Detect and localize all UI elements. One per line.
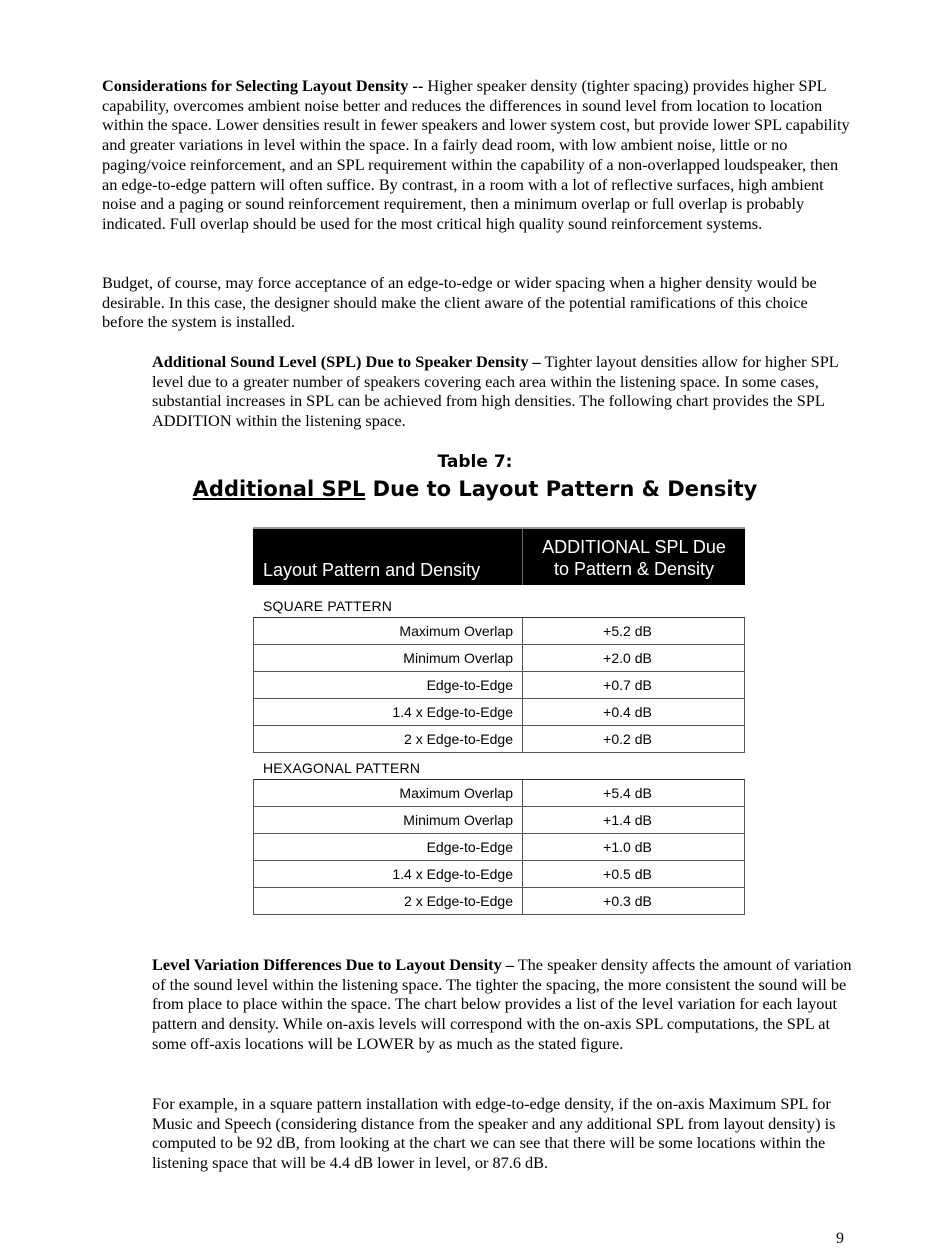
table-row	[254, 672, 744, 699]
density-cell: Maximum Overlap	[254, 618, 523, 644]
paragraph-body: Higher speaker density (tighter spacing) provides higher SPL capability, overcomes ambient noise better and reduces the differences in sound level from location to location within the space. Lower densities result in fewer speakers and lower system cost, but provide lower SPL capability and greater variations in level within the space. In a fairly dead room, with low ambient noise, little or no paging/voice reinforcement, and an SPL requirement within the capability of a non-overlapped loudspeaker, then an edge-to-edge pattern will often suffice. By contrast, in a room with a lot of reflective surfaces, high ambient noise and a paging or sound reinforcement requirement, then a minimum overlap or full overlap is probably indicated. Full overlap should be used for the most critical high quality sound reinforcement systems.	[102, 76, 850, 233]
table-row	[254, 888, 744, 915]
spl-value-cell: +1.4 dB	[603, 812, 652, 828]
paragraph-heading: Additional Sound Level (SPL) Due to Speaker Density –	[152, 352, 541, 371]
density-cell: Edge-to-Edge	[254, 672, 523, 698]
paragraph-level-variation	[152, 955, 852, 1054]
table-row	[254, 726, 744, 753]
paragraph-heading: Considerations for Selecting Layout Density --	[102, 76, 424, 95]
table-row	[254, 645, 744, 672]
table-title-underlined: Additional SPL	[192, 477, 366, 501]
paragraph-body: Tighter layout densities allow for higher SPL level due to a greater number of speakers covering each area within the listening space. In some cases, substantial increases in SPL can be achieved from high densities. The following chart provides the SPL ADDITION within the listening space.	[152, 352, 839, 431]
section-square-pattern: SQUARE PATTERN	[263, 598, 393, 614]
paragraph-additional-spl	[152, 352, 852, 431]
spl-value-cell: +0.7 dB	[603, 677, 652, 693]
table-row	[254, 807, 744, 834]
spl-value-cell: +1.0 dB	[603, 839, 652, 855]
density-cell: 1.4 x Edge-to-Edge	[254, 699, 523, 725]
spl-table	[253, 527, 745, 915]
table-row	[254, 780, 744, 807]
table-row	[254, 699, 744, 726]
header-additional-spl	[523, 529, 745, 585]
density-cell: Maximum Overlap	[254, 780, 523, 806]
page-number: 9	[836, 1230, 844, 1247]
spl-value-cell: +5.4 dB	[603, 785, 652, 801]
spl-value-cell: +0.4 dB	[603, 704, 652, 720]
paragraph-body: Budget, of course, may force acceptance of an edge-to-edge or wider spacing when a higher density would be desirable. In this case, the designer should make the client aware of the potential ramifications of this choice before the system is installed.	[102, 273, 817, 332]
header-line: to Pattern & Density	[553, 559, 715, 579]
table-row	[254, 861, 744, 888]
spl-value-cell: +0.2 dB	[603, 731, 652, 747]
header-line: ADDITIONAL SPL Due	[542, 537, 726, 557]
paragraph-body: The speaker density affects the amount of variation of the sound level within the listening space. The tighter the spacing, the more consistent the sound will be from place to place within the space. The chart below provides a list of the level variation for each layout pattern and density. While on-axis levels will correspond with the on-axis SPL computations, the SPL at some off-axis locations will be LOWER by as much as the stated figure.	[152, 955, 852, 1053]
paragraph-budget	[102, 273, 850, 332]
header-layout-pattern: Layout Pattern and Density	[253, 529, 523, 585]
table-header	[253, 527, 745, 585]
table-row	[254, 618, 744, 645]
table-title	[0, 477, 950, 501]
spl-value-cell: +0.5 dB	[603, 866, 652, 882]
paragraph-heading: Level Variation Differences Due to Layout Density –	[152, 955, 514, 974]
density-cell: 2 x Edge-to-Edge	[254, 888, 523, 914]
paragraph-body: For example, in a square pattern installation with edge-to-edge density, if the on-axis Maximum SPL for Music and Speech (considering distance from the speaker and any additional SPL from layout density) is computed to be 92 dB, from looking at the chart we can see that there will be some locations within the listening space that will be 4.4 dB lower in level, or 87.6 dB.	[152, 1094, 836, 1173]
spl-value-cell: +0.3 dB	[603, 893, 652, 909]
density-cell: 2 x Edge-to-Edge	[254, 726, 523, 752]
square-rows	[253, 617, 745, 753]
density-cell: 1.4 x Edge-to-Edge	[254, 861, 523, 887]
table-number: Table 7:	[437, 452, 513, 472]
density-cell: Minimum Overlap	[254, 645, 523, 671]
table-title-rest: Due to Layout Pattern & Density	[365, 477, 758, 501]
paragraph-layout-density	[102, 76, 850, 234]
table-row	[254, 834, 744, 861]
hexagonal-rows	[253, 779, 745, 915]
spl-value-cell: +5.2 dB	[603, 623, 652, 639]
paragraph-example	[152, 1094, 852, 1173]
density-cell: Minimum Overlap	[254, 807, 523, 833]
density-cell: Edge-to-Edge	[254, 834, 523, 860]
section-hexagonal-pattern: HEXAGONAL PATTERN	[263, 760, 421, 776]
spl-value-cell: +2.0 dB	[603, 650, 652, 666]
